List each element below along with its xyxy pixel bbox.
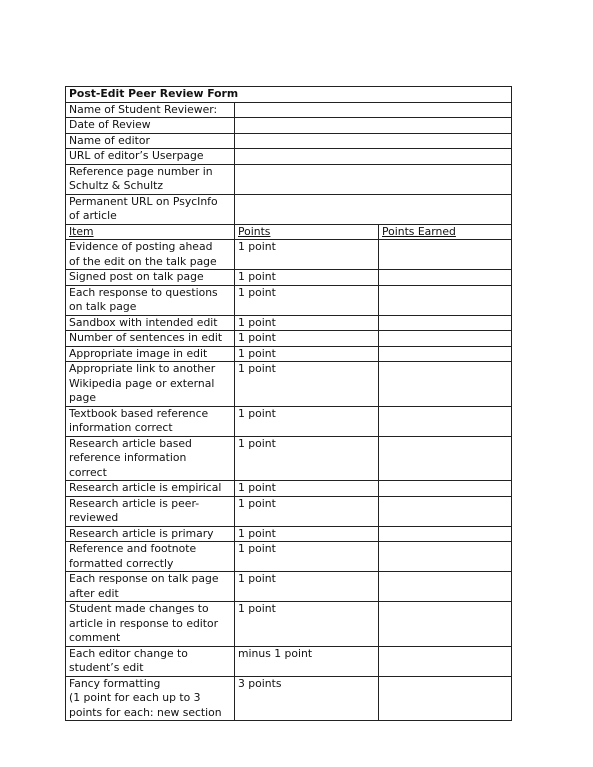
criteria-item: Each editor change to student’s edit [66, 646, 235, 676]
points-earned-field[interactable] [379, 331, 512, 347]
criteria-points: 1 point [235, 362, 379, 407]
points-earned-field[interactable] [379, 436, 512, 481]
criteria-item: Number of sentences in edit [66, 331, 235, 347]
points-earned-field[interactable] [379, 406, 512, 436]
criteria-points: 1 point [235, 406, 379, 436]
criteria-item: Student made changes to article in response to editor comment [66, 602, 235, 647]
criteria-row [66, 270, 512, 286]
info-label: URL of editor’s Userpage [66, 149, 235, 165]
criteria-points: 1 point [235, 315, 379, 331]
criteria-item: Textbook based reference information correct [66, 406, 235, 436]
points-earned-field[interactable] [379, 270, 512, 286]
criteria-row [66, 240, 512, 270]
info-value-field[interactable] [235, 133, 512, 149]
info-label: Name of Student Reviewer: [66, 102, 235, 118]
criteria-row [66, 331, 512, 347]
criteria-points: 3 points [235, 676, 379, 721]
criteria-row [66, 646, 512, 676]
criteria-points: 1 point [235, 331, 379, 347]
criteria-points: 1 point [235, 270, 379, 286]
criteria-row [66, 526, 512, 542]
points-earned-field[interactable] [379, 362, 512, 407]
info-label: Date of Review [66, 118, 235, 134]
form-title-row [66, 87, 512, 103]
criteria-item: Research article is peer- reviewed [66, 496, 235, 526]
points-earned-field[interactable] [379, 542, 512, 572]
points-earned-field[interactable] [379, 285, 512, 315]
info-label: Name of editor [66, 133, 235, 149]
criteria-item: Appropriate link to another Wikipedia page or external page [66, 362, 235, 407]
header-points: Points [235, 224, 379, 240]
criteria-points: 1 point [235, 481, 379, 497]
criteria-item: Appropriate image in edit [66, 346, 235, 362]
form-title: Post-Edit Peer Review Form [66, 87, 512, 103]
info-label: Permanent URL on PsycInfo of article [66, 194, 235, 224]
criteria-row [66, 676, 512, 721]
criteria-points: 1 point [235, 285, 379, 315]
info-label: Reference page number in Schultz & Schultz [66, 164, 235, 194]
criteria-row [66, 602, 512, 647]
criteria-points: 1 point [235, 542, 379, 572]
criteria-item: Fancy formatting (1 point for each up to 3 points for each: new section [66, 676, 235, 721]
criteria-row [66, 542, 512, 572]
info-value-field[interactable] [235, 149, 512, 165]
criteria-item: Signed post on talk page [66, 270, 235, 286]
criteria-row [66, 496, 512, 526]
criteria-item: Reference and footnote formatted correctly [66, 542, 235, 572]
info-value-field[interactable] [235, 118, 512, 134]
points-earned-field[interactable] [379, 496, 512, 526]
info-row [66, 164, 512, 194]
criteria-item: Each response on talk page after edit [66, 572, 235, 602]
points-earned-field[interactable] [379, 676, 512, 721]
criteria-item: Research article is empirical [66, 481, 235, 497]
criteria-points: 1 point [235, 572, 379, 602]
criteria-points: 1 point [235, 602, 379, 647]
criteria-points: 1 point [235, 526, 379, 542]
criteria-points: 1 point [235, 436, 379, 481]
criteria-points: minus 1 point [235, 646, 379, 676]
criteria-points: 1 point [235, 240, 379, 270]
criteria-row [66, 346, 512, 362]
criteria-item: Evidence of posting ahead of the edit on the talk page [66, 240, 235, 270]
info-row [66, 149, 512, 165]
points-earned-field[interactable] [379, 572, 512, 602]
peer-review-form-table [65, 86, 512, 721]
criteria-row [66, 481, 512, 497]
info-value-field[interactable] [235, 102, 512, 118]
criteria-points: 1 point [235, 496, 379, 526]
info-value-field[interactable] [235, 194, 512, 224]
points-earned-field[interactable] [379, 602, 512, 647]
points-earned-field[interactable] [379, 526, 512, 542]
criteria-item: Research article is primary [66, 526, 235, 542]
criteria-item: Each response to questions on talk page [66, 285, 235, 315]
criteria-points: 1 point [235, 346, 379, 362]
info-row [66, 194, 512, 224]
criteria-row [66, 436, 512, 481]
points-earned-field[interactable] [379, 646, 512, 676]
points-earned-field[interactable] [379, 240, 512, 270]
criteria-item: Sandbox with intended edit [66, 315, 235, 331]
points-earned-field[interactable] [379, 481, 512, 497]
header-row [66, 224, 512, 240]
points-earned-field[interactable] [379, 315, 512, 331]
criteria-item: Research article based reference information correct [66, 436, 235, 481]
criteria-row [66, 285, 512, 315]
criteria-row [66, 315, 512, 331]
info-value-field[interactable] [235, 164, 512, 194]
criteria-row [66, 572, 512, 602]
points-earned-field[interactable] [379, 346, 512, 362]
info-row [66, 118, 512, 134]
header-points-earned: Points Earned [379, 224, 512, 240]
info-row [66, 102, 512, 118]
criteria-row [66, 362, 512, 407]
info-row [66, 133, 512, 149]
criteria-row [66, 406, 512, 436]
header-item: Item [66, 224, 235, 240]
